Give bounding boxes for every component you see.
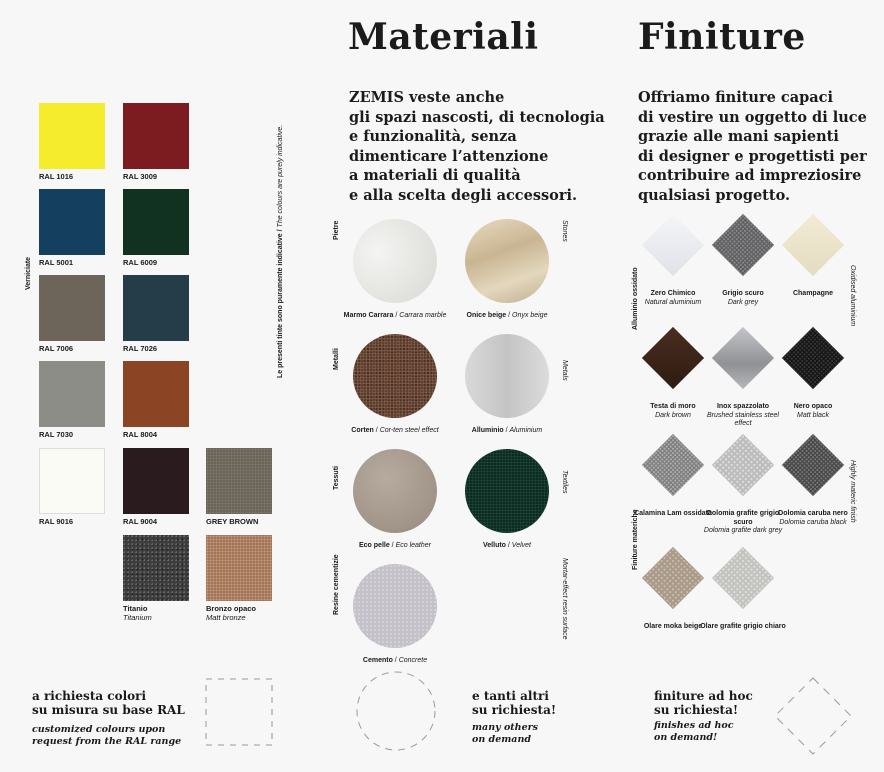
finish-sample-diamond[interactable] <box>782 327 844 389</box>
more-finishes-placeholder-icon <box>773 676 853 756</box>
swatch-name: RAL 9016 <box>39 517 74 526</box>
materials-title: Materiali <box>348 16 539 58</box>
finish-sample-diamond[interactable] <box>712 547 774 609</box>
finish-sample-label <box>768 403 858 420</box>
material-sample-circle[interactable] <box>465 334 549 418</box>
footer-materials-text: e tanti altri su richiesta! <box>472 689 557 717</box>
swatch-name: RAL 3009 <box>123 172 158 181</box>
material-name: Corten <box>351 427 374 434</box>
colours-section-label: Verniciate <box>25 256 32 290</box>
material-name: Onice beige <box>466 312 507 319</box>
disclaimer-sep: / <box>277 227 284 234</box>
finish-sample-diamond[interactable] <box>712 214 774 276</box>
swatch-name: Titanio <box>123 604 148 613</box>
material-sample-label <box>437 312 577 319</box>
finish-name-en: Brushed stainless steel effect <box>707 411 779 427</box>
material-name: Eco pelle <box>359 542 390 549</box>
material-group-label: Pietre <box>333 220 340 240</box>
swatch-name: GREY BROWN <box>206 517 259 526</box>
colour-swatch[interactable] <box>39 448 105 514</box>
swatch-sub: Titanium <box>123 613 152 622</box>
finish-sample-diamond[interactable] <box>642 327 704 389</box>
swatch-name: RAL 9004 <box>123 517 158 526</box>
material-group-label-en: Stones <box>561 220 568 242</box>
footer-colours-sub: customized colours upon request from the RAL range <box>32 724 182 747</box>
material-sample-circle[interactable] <box>353 449 437 533</box>
colour-swatch[interactable] <box>206 535 272 601</box>
material-name-en: Eco leather <box>395 542 431 549</box>
material-sep: / <box>506 312 513 319</box>
colour-swatch-label <box>39 258 73 267</box>
swatch-name: RAL 7030 <box>39 430 74 439</box>
swatch-name: RAL 5001 <box>39 258 74 267</box>
material-group-label-en: Textiles <box>561 470 568 494</box>
colour-swatch[interactable] <box>123 361 189 427</box>
material-sep: / <box>393 312 400 319</box>
material-sample-label <box>437 542 577 549</box>
material-name-en: Aluminium <box>509 427 543 434</box>
material-name: Velluto <box>483 542 506 549</box>
colour-swatch-label <box>123 430 157 439</box>
colour-swatch-label <box>123 172 157 181</box>
colour-swatch-label <box>123 258 157 267</box>
colour-swatch[interactable] <box>123 448 189 514</box>
colour-swatch[interactable] <box>39 275 105 341</box>
material-sep: / <box>505 542 512 549</box>
material-sample-circle[interactable] <box>465 219 549 303</box>
finish-sample-label <box>768 510 858 527</box>
swatch-name: Bronzo opaco <box>206 604 256 613</box>
finish-sample-diamond[interactable] <box>782 214 844 276</box>
finish-name: Olare moka beige <box>643 623 703 630</box>
finish-name: Dolomia grafite grigio scuro <box>706 510 780 526</box>
finish-sample-diamond[interactable] <box>782 434 844 496</box>
finish-group-label-en: Oxidised aluminium <box>849 265 856 327</box>
swatch-name: RAL 1016 <box>39 172 74 181</box>
material-name: Cemento <box>362 657 393 664</box>
finishes-title: Finiture <box>638 16 806 58</box>
finish-name-en: Dolomia caruba black <box>779 518 847 526</box>
finish-name: Dolomia caruba nero <box>778 510 848 517</box>
finish-sample-diamond[interactable] <box>712 434 774 496</box>
swatch-sub: Matt bronze <box>206 613 246 622</box>
finish-sample-diamond[interactable] <box>642 547 704 609</box>
colour-swatch[interactable] <box>123 275 189 341</box>
finish-sample-label <box>768 290 858 299</box>
finish-sample-diamond[interactable] <box>642 434 704 496</box>
colour-swatch-label <box>206 517 258 526</box>
material-sample-circle[interactable] <box>353 334 437 418</box>
material-name-en: Onyx beige <box>512 312 548 319</box>
finish-name-en: Dark brown <box>655 411 691 419</box>
colour-swatch[interactable] <box>123 535 189 601</box>
finish-name-en: Dolomia grafite dark grey <box>703 527 783 534</box>
material-name-en: Carrara marble <box>399 312 447 319</box>
finish-sample-label <box>698 623 788 632</box>
finish-group-label: Finiture materiche <box>632 509 639 570</box>
colour-swatch-label <box>206 604 256 622</box>
material-name: Marmo Carrara <box>343 312 394 319</box>
swatch-name: RAL 8004 <box>123 430 158 439</box>
material-group-label-en: Metals <box>561 360 568 381</box>
colour-swatch-label <box>39 344 73 353</box>
materials-intro: ZEMIS veste anche gli spazi nascosti, di tecnologia e funzionalità, senza dimenticare l’attenzione a materiali di qualità e alla scelta degli accessori. <box>349 89 605 204</box>
finish-sample-diamond[interactable] <box>642 214 704 276</box>
footer-finishes-sub: finishes ad hoc on demand! <box>654 720 734 743</box>
material-sep: / <box>373 427 380 434</box>
finish-name: Champagne <box>792 290 834 297</box>
finish-name: Calamina Lam ossidata <box>634 510 712 517</box>
colour-swatch[interactable] <box>123 189 189 255</box>
colour-swatch-label <box>123 344 157 353</box>
colour-swatch[interactable] <box>39 103 105 169</box>
custom-colour-placeholder-icon <box>205 678 273 746</box>
colour-swatch-label <box>123 604 152 622</box>
footer-finishes-text: finiture ad hoc su richiesta! <box>654 689 753 717</box>
colours-disclaimer <box>277 125 284 378</box>
colour-swatch-label <box>39 430 73 439</box>
finish-name-en: Natural aluminium <box>644 298 702 306</box>
material-name-en: Velvet <box>511 542 531 549</box>
disclaimer-en: The colours are purely indicative. <box>277 124 284 228</box>
colour-swatch[interactable] <box>123 103 189 169</box>
finish-sample-diamond[interactable] <box>712 327 774 389</box>
colour-swatch[interactable] <box>39 361 105 427</box>
material-sep: / <box>389 542 396 549</box>
material-sample-label <box>437 427 577 434</box>
finishes-intro: Offriamo finiture capaci di vestire un oggetto di luce grazie alle mani sapienti di designer e progettisti per contribuire ad impreziosire qualsiasi progetto. <box>638 89 867 204</box>
material-name: Alluminio <box>471 427 504 434</box>
material-sample-circle[interactable] <box>465 449 549 533</box>
colour-swatch[interactable] <box>39 189 105 255</box>
colour-swatch-label <box>39 517 73 526</box>
finish-name: Testa di moro <box>650 403 696 410</box>
material-group-label-en: Mortar-effect resin surface <box>561 558 568 640</box>
swatch-name: RAL 6009 <box>123 258 158 267</box>
finish-name-en: Dark grey <box>727 298 759 306</box>
material-sample-label <box>325 657 465 664</box>
colour-swatch[interactable] <box>206 448 272 514</box>
finish-name: Inox spazzolato <box>716 403 770 410</box>
material-sample-circle[interactable] <box>353 219 437 303</box>
material-group-label: Resine cementizie <box>333 554 340 615</box>
finish-group-label-en: Highly materic finish <box>849 460 856 523</box>
finish-name: Olare grafite grigio chiaro <box>700 623 786 630</box>
footer-colours-text: a richiesta colori su misura su base RAL <box>32 689 185 717</box>
material-sep: / <box>392 657 399 664</box>
disclaimer-it: Le presenti tinte sono puramente indicative <box>277 233 284 378</box>
finish-name: Grigio scuro <box>722 290 764 297</box>
material-sep: / <box>503 427 510 434</box>
finish-name: Zero Chimico <box>650 290 696 297</box>
colour-swatch-label <box>123 517 157 526</box>
material-group-label: Tessuti <box>333 466 340 490</box>
more-materials-placeholder-icon <box>355 670 437 752</box>
material-group-label: Metalli <box>333 348 340 370</box>
footer-materials-sub: many others on demand <box>472 722 538 745</box>
material-name-en: Cor-ten steel effect <box>379 427 439 434</box>
finish-group-label: Alluminio ossidato <box>632 267 639 330</box>
material-sample-circle[interactable] <box>353 564 437 648</box>
swatch-name: RAL 7006 <box>39 344 74 353</box>
finish-name: Nero opaco <box>793 403 833 410</box>
finish-name-en: Matt black <box>797 411 829 419</box>
swatch-name: RAL 7026 <box>123 344 158 353</box>
colour-swatch-label <box>39 172 73 181</box>
material-name-en: Concrete <box>398 657 428 664</box>
